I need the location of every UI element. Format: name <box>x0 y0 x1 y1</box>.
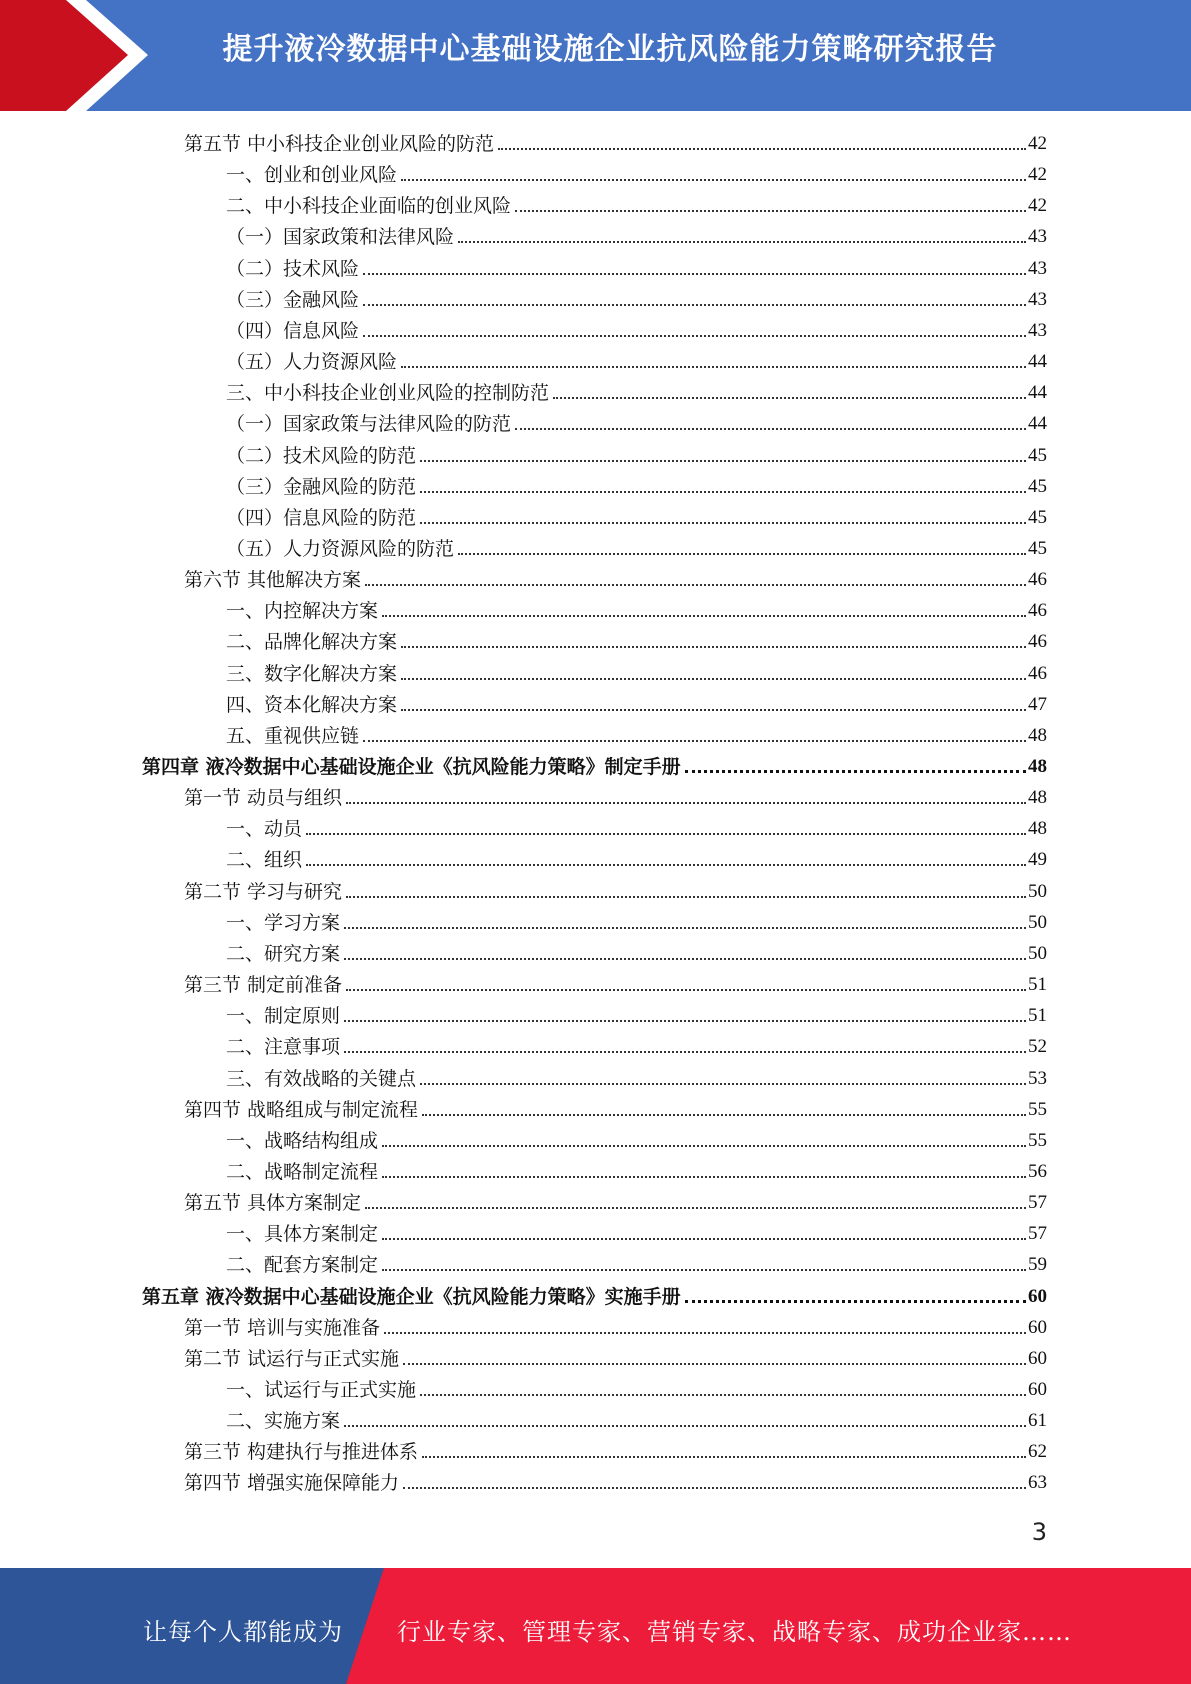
toc-dot-leader <box>420 1083 1026 1085</box>
toc-entry-label: 第二节 试运行与正式实施 <box>184 1347 400 1370</box>
toc-dot-leader <box>344 1020 1026 1022</box>
toc-entry-label: 一、动员 <box>226 818 303 841</box>
toc-dot-leader <box>365 1207 1026 1209</box>
toc-dot-leader <box>498 148 1026 150</box>
toc-entry-page: 63 <box>1028 1472 1047 1494</box>
toc-subsection-entry[interactable] <box>226 438 1047 468</box>
toc-dot-leader <box>344 958 1026 960</box>
toc-dot-leader <box>458 241 1026 243</box>
toc-subsection-entry[interactable] <box>226 375 1047 405</box>
toc-section-entry[interactable] <box>184 1310 1047 1340</box>
toc-subsection-entry[interactable] <box>226 282 1047 312</box>
toc-dot-leader <box>382 1145 1026 1147</box>
toc-entry-page: 60 <box>1028 1285 1047 1307</box>
toc-entry-label: 二、品牌化解决方案 <box>226 631 398 654</box>
toc-entry-label: 第五节 中小科技企业创业风险的防范 <box>184 133 495 155</box>
toc-entry-page: 44 <box>1028 413 1047 435</box>
toc-subsection-entry[interactable] <box>226 998 1047 1028</box>
toc-subsection-entry[interactable] <box>226 811 1047 841</box>
toc-subsection-entry[interactable] <box>226 718 1047 748</box>
toc-entry-label: （四）信息风险的防范 <box>226 506 417 529</box>
toc-subsection-entry[interactable] <box>226 905 1047 935</box>
toc-subsection-entry[interactable] <box>226 1372 1047 1402</box>
toc-dot-leader <box>382 615 1026 617</box>
toc-section-entry[interactable] <box>184 562 1047 592</box>
toc-dot-leader <box>420 522 1026 524</box>
toc-dot-leader <box>344 927 1026 929</box>
toc-dot-leader <box>382 1238 1026 1240</box>
toc-subsection-entry[interactable] <box>226 313 1047 343</box>
toc-entry-page: 48 <box>1028 756 1047 777</box>
toc-dot-leader <box>553 397 1026 399</box>
toc-entry-label: 二、研究方案 <box>226 942 341 965</box>
toc-entry-label: （三）金融风险的防范 <box>226 475 417 498</box>
page-number: 3 <box>1031 1518 1047 1546</box>
toc-subsection-entry[interactable] <box>226 251 1047 281</box>
toc-entry-label: 二、注意事项 <box>226 1036 341 1059</box>
page-footer <box>0 1568 1191 1684</box>
toc-entry-page: 55 <box>1028 1098 1047 1120</box>
toc-subsection-entry[interactable] <box>226 219 1047 249</box>
toc-entry-page: 60 <box>1028 1379 1047 1400</box>
toc-entry-page: 45 <box>1028 537 1047 559</box>
toc-entry-page: 57 <box>1028 1223 1047 1245</box>
toc-entry-page: 44 <box>1028 351 1047 373</box>
toc-entry-page: 50 <box>1028 942 1047 964</box>
toc-subsection-entry[interactable] <box>226 188 1047 218</box>
toc-section-entry[interactable] <box>184 874 1047 904</box>
page-header <box>0 0 1191 111</box>
toc-entry-label: 四、资本化解决方案 <box>226 693 398 716</box>
toc-subsection-entry[interactable] <box>226 936 1047 966</box>
toc-entry-label: 第四章 液冷数据中心基础设施企业《抗风险能力策略》制定手册 <box>142 756 681 778</box>
toc-dot-leader <box>344 1425 1026 1427</box>
toc-dot-leader <box>306 864 1026 866</box>
footer-slogan: 让每个人都能成为 <box>143 1618 343 1646</box>
toc-section-entry[interactable] <box>184 1341 1047 1371</box>
toc-subsection-entry[interactable] <box>226 687 1047 717</box>
toc-dot-leader <box>403 1363 1026 1365</box>
toc-entry-label: 一、学习方案 <box>226 911 341 934</box>
toc-chapter-entry[interactable] <box>142 749 1047 779</box>
toc-entry-page: 42 <box>1028 133 1047 154</box>
toc-dot-leader <box>401 366 1026 368</box>
toc-subsection-entry[interactable] <box>226 500 1047 530</box>
toc-entry-page: 61 <box>1028 1410 1047 1432</box>
toc-subsection-entry[interactable] <box>226 1061 1047 1091</box>
toc-section-entry[interactable] <box>184 967 1047 997</box>
toc-entry-label: （二）技术风险的防范 <box>226 444 417 467</box>
toc-entry-label: 一、创业和创业风险 <box>226 164 398 187</box>
toc-entry-label: 第四节 增强实施保障能力 <box>184 1472 400 1495</box>
toc-entry-label: 第二节 学习与研究 <box>184 880 343 903</box>
toc-dot-leader <box>306 833 1026 835</box>
toc-subsection-entry[interactable] <box>226 624 1047 654</box>
toc-dot-leader <box>458 553 1026 555</box>
toc-dot-leader <box>401 709 1026 711</box>
toc-entry-label: 二、实施方案 <box>226 1410 341 1433</box>
toc-dot-leader <box>401 646 1026 648</box>
toc-section-entry[interactable] <box>184 1434 1047 1464</box>
toc-subsection-entry[interactable] <box>226 1123 1047 1153</box>
toc-subsection-entry[interactable] <box>226 1247 1047 1277</box>
toc-section-entry[interactable] <box>184 1465 1047 1495</box>
toc-entry-label: 三、数字化解决方案 <box>226 662 398 685</box>
toc-entry-label: （一）国家政策与法律风险的防范 <box>226 413 512 436</box>
toc-entry-label: 第一节 培训与实施准备 <box>184 1316 381 1339</box>
toc-entry-page: 52 <box>1028 1036 1047 1058</box>
toc-entry-label: 第六节 其他解决方案 <box>184 569 362 592</box>
toc-entry-page: 51 <box>1028 974 1047 996</box>
toc-dot-leader <box>685 1300 1026 1303</box>
toc-entry-label: 第五章 液冷数据中心基础设施企业《抗风险能力策略》实施手册 <box>142 1285 681 1308</box>
toc-entry-page: 56 <box>1028 1160 1047 1182</box>
toc-dot-leader <box>346 896 1026 898</box>
toc-dot-leader <box>384 1332 1026 1334</box>
toc-dot-leader <box>346 989 1026 991</box>
toc-entry-label: 第三节 制定前准备 <box>184 974 343 997</box>
toc-subsection-entry[interactable] <box>226 1403 1047 1433</box>
toc-entry-label: 三、有效战略的关键点 <box>226 1067 417 1090</box>
toc-entry-label: 第四节 战略组成与制定流程 <box>184 1098 419 1121</box>
toc-subsection-entry[interactable] <box>226 157 1047 187</box>
toc-dot-leader <box>363 273 1026 275</box>
toc-entry-page: 48 <box>1028 787 1047 809</box>
toc-entry-page: 48 <box>1028 724 1047 746</box>
toc-section-entry[interactable] <box>184 1092 1047 1122</box>
toc-dot-leader <box>363 335 1026 337</box>
toc-entry-page: 55 <box>1028 1129 1047 1151</box>
toc-dot-leader <box>515 210 1026 212</box>
toc-entry-label: 第三节 构建执行与推进体系 <box>184 1441 419 1464</box>
toc-subsection-entry[interactable] <box>226 531 1047 561</box>
toc-entry-page: 43 <box>1028 257 1047 279</box>
toc-entry-label: 一、战略结构组成 <box>226 1129 379 1152</box>
toc-entry-page: 60 <box>1028 1347 1047 1369</box>
toc-dot-leader <box>403 1487 1026 1489</box>
toc-section-entry[interactable] <box>184 1185 1047 1215</box>
toc-dot-leader <box>382 1269 1026 1271</box>
toc-subsection-entry[interactable] <box>226 469 1047 499</box>
toc-entry-page: 57 <box>1028 1192 1047 1214</box>
toc-dot-leader <box>382 1176 1026 1178</box>
toc-entry-page: 46 <box>1028 600 1047 622</box>
toc-entry-label: 二、战略制定流程 <box>226 1160 379 1183</box>
toc-dot-leader <box>422 1114 1026 1116</box>
toc-entry-page: 60 <box>1028 1316 1047 1338</box>
toc-entry-label: 一、具体方案制定 <box>226 1223 379 1246</box>
toc-entry-page: 46 <box>1028 662 1047 684</box>
toc-dot-leader <box>365 584 1026 586</box>
toc-dot-leader <box>515 428 1026 430</box>
toc-chapter-entry[interactable] <box>142 1279 1047 1309</box>
toc-entry-page: 44 <box>1028 382 1047 404</box>
toc-entry-page: 43 <box>1028 226 1047 248</box>
toc-dot-leader <box>346 802 1026 804</box>
toc-entry-page: 50 <box>1028 911 1047 933</box>
toc-entry-label: （五）人力资源风险的防范 <box>226 537 455 560</box>
toc-dot-leader <box>363 304 1026 306</box>
toc-dot-leader <box>401 179 1026 181</box>
toc-entry-page: 43 <box>1028 288 1047 310</box>
toc-entry-page: 46 <box>1028 569 1047 591</box>
toc-dot-leader <box>363 740 1026 742</box>
toc-entry-label: 一、试运行与正式实施 <box>226 1379 417 1401</box>
toc-entry-page: 43 <box>1028 319 1047 341</box>
toc-dot-leader <box>685 770 1026 773</box>
toc-dot-leader <box>420 1394 1026 1396</box>
toc-entry-label: （一）国家政策和法律风险 <box>226 226 455 249</box>
toc-subsection-entry[interactable] <box>226 656 1047 686</box>
toc-entry-page: 50 <box>1028 880 1047 902</box>
report-title: 提升液冷数据中心基础设施企业抗风险能力策略研究报告 <box>222 32 998 67</box>
toc-subsection-entry[interactable] <box>226 344 1047 374</box>
toc-entry-page: 48 <box>1028 818 1047 840</box>
toc-entry-page: 45 <box>1028 444 1047 466</box>
toc-entry-page: 46 <box>1028 631 1047 653</box>
toc-dot-leader <box>420 460 1026 462</box>
toc-entry-label: 五、重视供应链 <box>226 724 360 747</box>
toc-subsection-entry[interactable] <box>226 406 1047 436</box>
toc-entry-label: 二、配套方案制定 <box>226 1254 379 1277</box>
toc-entry-label: 二、组织 <box>226 849 303 872</box>
toc-entry-page: 62 <box>1028 1441 1047 1463</box>
toc-entry-label: （五）人力资源风险 <box>226 351 398 374</box>
footer-roles: 行业专家、管理专家、营销专家、战略专家、成功企业家…… <box>397 1618 1072 1646</box>
toc-entry-label: 二、中小科技企业面临的创业风险 <box>226 195 512 218</box>
toc-entry-page: 45 <box>1028 506 1047 528</box>
toc-subsection-entry[interactable] <box>226 593 1047 623</box>
toc-entry-page: 49 <box>1028 849 1047 871</box>
toc-section-entry[interactable] <box>184 126 1047 156</box>
toc-entry-label: 一、制定原则 <box>226 1005 341 1028</box>
toc-entry-page: 53 <box>1028 1067 1047 1089</box>
toc-dot-leader <box>401 678 1026 680</box>
toc-entry-page: 47 <box>1028 693 1047 715</box>
toc-subsection-entry[interactable] <box>226 1216 1047 1246</box>
toc-subsection-entry[interactable] <box>226 842 1047 872</box>
toc-entry-label: （二）技术风险 <box>226 257 360 280</box>
toc-entry-page: 42 <box>1028 195 1047 217</box>
toc-entry-label: （四）信息风险 <box>226 319 360 342</box>
toc-dot-leader <box>420 491 1026 493</box>
toc-subsection-entry[interactable] <box>226 1154 1047 1184</box>
toc-section-entry[interactable] <box>184 780 1047 810</box>
toc-entry-page: 51 <box>1028 1005 1047 1027</box>
toc-entry-label: 一、内控解决方案 <box>226 600 379 623</box>
toc-entry-label: （三）金融风险 <box>226 288 360 311</box>
toc-entry-label: 三、中小科技企业创业风险的控制防范 <box>226 382 550 405</box>
toc-subsection-entry[interactable] <box>226 1029 1047 1059</box>
toc-entry-page: 45 <box>1028 475 1047 497</box>
toc-dot-leader <box>344 1051 1026 1053</box>
toc-entry-label: 第一节 动员与组织 <box>184 787 343 810</box>
toc-entry-label: 第五节 具体方案制定 <box>184 1192 362 1215</box>
toc-dot-leader <box>422 1456 1026 1458</box>
toc-entry-page: 42 <box>1028 164 1047 186</box>
toc-entry-page: 59 <box>1028 1254 1047 1276</box>
